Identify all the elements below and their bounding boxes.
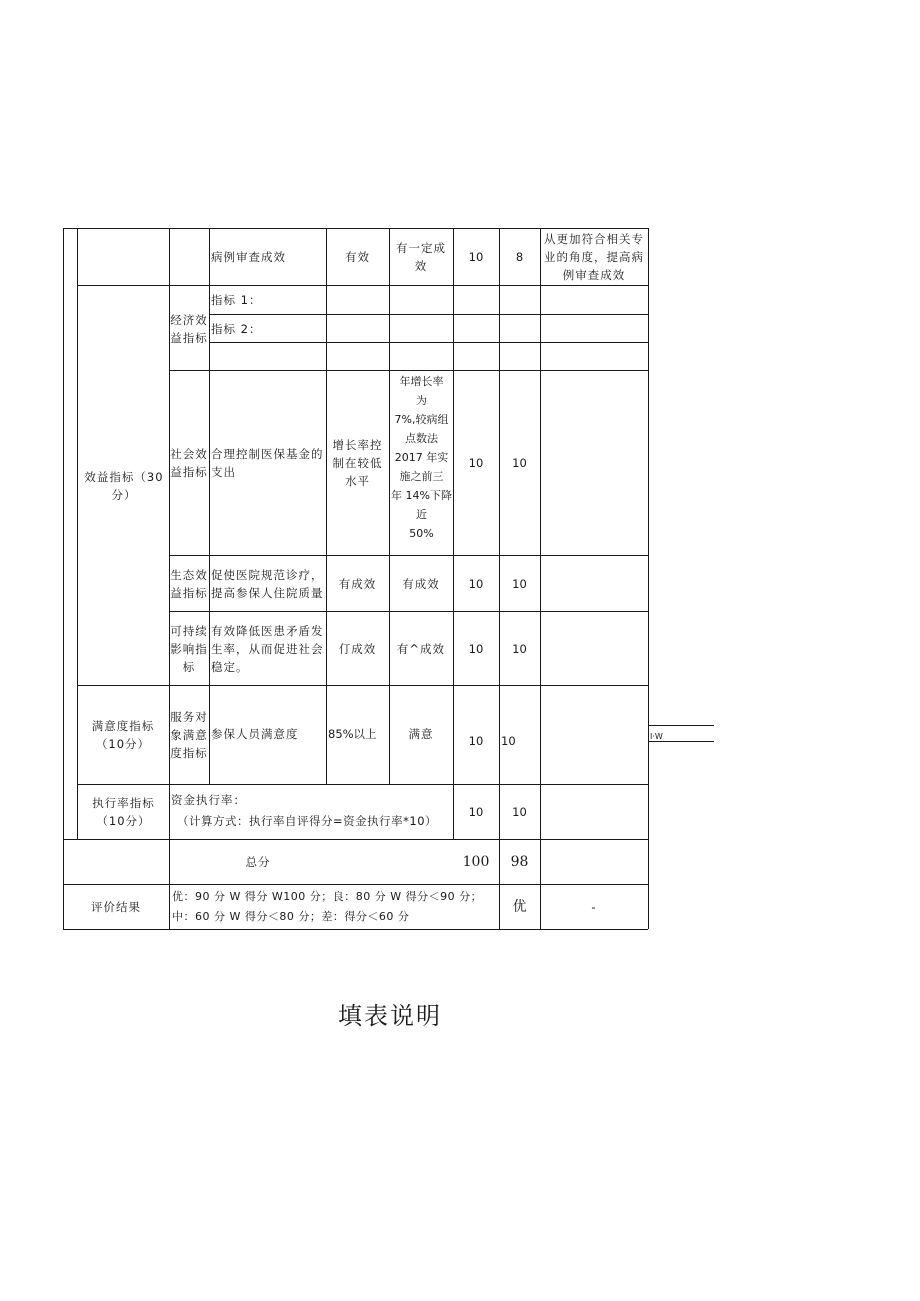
stray-line bbox=[648, 741, 714, 742]
result-grade: 优 bbox=[512, 899, 527, 915]
result-note: - bbox=[591, 900, 597, 914]
v-line bbox=[648, 228, 649, 929]
sustainable-target: 仃成效 bbox=[338, 641, 377, 656]
ecological-actual: 有成效 bbox=[402, 576, 440, 591]
social-actual-line: 2017 年实 bbox=[394, 451, 449, 464]
social-actual-line: 点数法 bbox=[405, 432, 438, 445]
stray-mark: I·W bbox=[650, 732, 663, 741]
execution-weight: 10 bbox=[468, 805, 484, 819]
section-heading: 填表说明 bbox=[338, 1002, 442, 1030]
v-line bbox=[540, 228, 541, 929]
execution-line-2: （计算方式：执行率自评得分=资金执行率*10） bbox=[177, 814, 438, 828]
sustainable-weight: 10 bbox=[468, 641, 484, 656]
sustainable-actual: 有^成效 bbox=[396, 641, 446, 656]
social-actual-line: 年 14%下降 bbox=[391, 489, 452, 502]
execution-group-label: 执行率指标（10分） bbox=[92, 796, 155, 828]
social-actual-line: 50% bbox=[409, 527, 434, 540]
execution-score: 10 bbox=[512, 805, 527, 819]
social-actual-line: 施之前三 bbox=[399, 470, 444, 483]
sustainable-sub-label: 可持续影响指标 bbox=[170, 623, 208, 674]
economic-sub-label: 经济效益指标 bbox=[170, 313, 208, 345]
social-actual-line: 为 bbox=[416, 394, 427, 407]
result-criteria: 优：90 分 W 得分 W100 分；良：80 分 W 得分＜90 分；中：60 分 W 得分＜80 分；差：得分＜60 分 bbox=[172, 890, 483, 923]
satisfaction-actual: 满意 bbox=[408, 727, 434, 741]
social-score: 10 bbox=[512, 456, 527, 470]
economic-item-1: 指标 1： bbox=[211, 293, 262, 307]
stray-line bbox=[648, 725, 714, 726]
case-review-note: 从更加符合相关专业的角度，提高病例审查成效 bbox=[544, 232, 644, 282]
total-label: 总分 bbox=[245, 855, 271, 869]
sustainable-indicator: 有效降低医患矛盾发生率，从而促进社会稳定。 bbox=[211, 623, 324, 674]
case-review-target: 有效 bbox=[345, 250, 370, 264]
v-line bbox=[77, 228, 78, 839]
social-weight: 10 bbox=[468, 456, 484, 470]
result-label: 评价结果 bbox=[91, 900, 141, 914]
ecological-score: 10 bbox=[512, 576, 527, 591]
v-line bbox=[326, 228, 327, 784]
case-review-weight: 10 bbox=[468, 250, 484, 264]
sustainable-score: 10 bbox=[512, 641, 527, 656]
social-target: 增长率控制在较低水平 bbox=[332, 438, 383, 488]
case-review-indicator: 病例审查成效 bbox=[211, 250, 286, 264]
total-weight: 100 bbox=[462, 854, 490, 870]
case-review-score: 8 bbox=[515, 250, 524, 264]
satisfaction-weight: 10 bbox=[468, 734, 484, 748]
social-sub-label: 社会效益指标 bbox=[170, 447, 208, 479]
ecological-sub-label: 生态效益指标 bbox=[170, 567, 208, 600]
satisfaction-target: 85%以上 bbox=[328, 727, 377, 741]
satisfaction-score: 10 bbox=[501, 734, 516, 748]
economic-item-2: 指标 2： bbox=[211, 321, 262, 336]
social-indicator: 合理控制医保基金的支出 bbox=[211, 447, 324, 479]
case-review-actual: 有一定成效 bbox=[396, 241, 446, 273]
satisfaction-indicator: 参保人员满意度 bbox=[211, 727, 299, 741]
h-line bbox=[63, 929, 648, 930]
ecological-weight: 10 bbox=[468, 576, 484, 591]
execution-description bbox=[171, 790, 453, 832]
v-line bbox=[63, 228, 64, 929]
execution-line-1: 资金执行率： bbox=[171, 793, 246, 807]
h-line bbox=[209, 342, 648, 343]
satisfaction-sub-label: 服务对象满意度指标 bbox=[170, 710, 208, 760]
benefit-group-label: 效益指标（30分） bbox=[84, 469, 164, 502]
social-actual-line: 近 bbox=[416, 508, 427, 521]
total-score: 98 bbox=[510, 854, 529, 870]
social-actual-line: 7%,较病组 bbox=[394, 413, 449, 426]
social-actual-line: 年增长率 bbox=[399, 375, 444, 388]
social-actual bbox=[390, 372, 453, 555]
ecological-target: 有成效 bbox=[338, 576, 377, 591]
satisfaction-group-label: 满意度指标（10分） bbox=[91, 719, 155, 751]
ecological-indicator: 促使医院规范诊疗，提高参保人住院质量 bbox=[211, 567, 324, 600]
